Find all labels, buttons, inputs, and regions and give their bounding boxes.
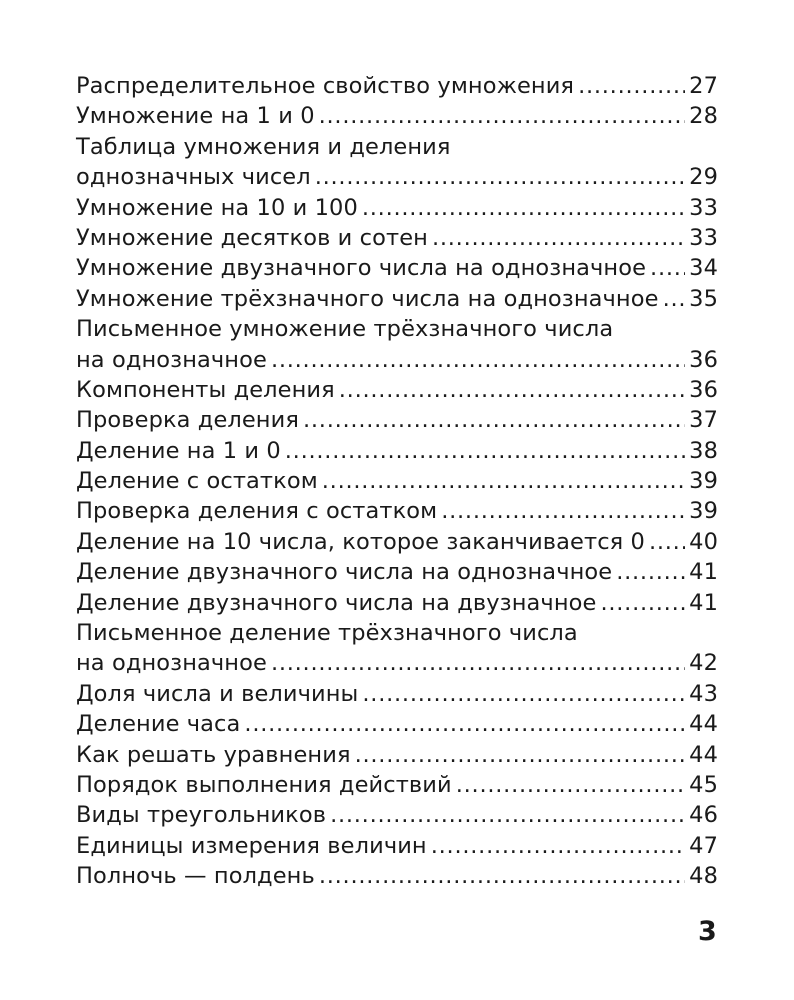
toc-entry-page: 28 — [689, 103, 718, 130]
toc-entry — [76, 831, 718, 861]
dot-leader — [355, 740, 686, 770]
toc-entry-line — [76, 466, 718, 496]
toc-entry-title: на однозначное — [76, 346, 267, 373]
toc-entry-line — [76, 709, 718, 739]
toc-entry — [76, 223, 718, 253]
toc-entry-page: 46 — [689, 802, 718, 829]
dot-leader — [663, 284, 686, 314]
toc-entry-line — [76, 831, 718, 861]
toc-entry-line — [76, 223, 718, 253]
toc-entry — [76, 496, 718, 526]
toc-entry-line — [76, 679, 718, 709]
toc-entry — [76, 193, 718, 223]
toc-entry-page: 42 — [689, 650, 718, 677]
toc-entry-page: 41 — [689, 559, 718, 586]
toc-entry — [76, 284, 718, 314]
toc-entry-line — [76, 71, 718, 101]
dot-leader — [244, 709, 685, 739]
toc-entry-title: Умножение на 10 и 100 — [76, 194, 358, 221]
toc-entry-line — [76, 436, 718, 466]
toc-entry-title: Единицы измерения величин — [76, 832, 427, 859]
dot-leader — [362, 679, 685, 709]
dot-leader — [431, 831, 685, 861]
toc-entry-line — [76, 314, 718, 344]
toc-entry-line — [76, 770, 718, 800]
toc-entry-line — [76, 861, 718, 891]
dot-leader — [339, 375, 685, 405]
toc-entry — [76, 861, 718, 891]
toc-entry-title: Порядок выполнения действий — [76, 771, 452, 798]
toc-entry-page: 44 — [689, 711, 718, 738]
toc-entry-page: 47 — [689, 832, 718, 859]
toc-entry-title: Доля числа и величины — [76, 680, 359, 707]
dot-leader — [330, 800, 685, 830]
toc-entry-page: 37 — [689, 407, 718, 434]
toc-entry-line — [76, 193, 718, 223]
dot-leader — [441, 496, 685, 526]
toc-entry-page: 40 — [689, 528, 718, 555]
toc-entry-page: 43 — [689, 680, 718, 707]
toc-entry-title: Виды треугольников — [76, 802, 327, 829]
toc-entry-line — [76, 162, 718, 192]
toc-entry — [76, 314, 718, 375]
toc-entry-title: Полночь — полдень — [76, 863, 315, 890]
dot-leader — [578, 71, 685, 101]
toc-entry — [76, 101, 718, 131]
dot-leader — [600, 588, 685, 618]
toc-entry-title: Как решать уравнения — [76, 741, 351, 768]
toc-entry-line — [76, 345, 718, 375]
toc-entry-title: Деление на 1 и 0 — [76, 437, 281, 464]
toc-entry-line — [76, 588, 718, 618]
toc-entry-line — [76, 618, 718, 648]
toc-entry — [76, 679, 718, 709]
toc-entry — [76, 436, 718, 466]
toc-entry-line — [76, 496, 718, 526]
toc-entry-line — [76, 405, 718, 435]
toc-entry-title: Умножение двузначного числа на однозначное — [76, 255, 647, 282]
toc-entry-page: 35 — [689, 285, 718, 312]
toc-entry-title: Умножение на 1 и 0 — [76, 103, 315, 130]
dot-leader — [362, 193, 685, 223]
toc-entry-title: Таблица умножения и деления — [76, 133, 451, 160]
toc-entry-page: 38 — [689, 437, 718, 464]
dot-leader — [649, 527, 685, 557]
toc-entry-title: Деление двузначного числа на двузначное — [76, 589, 597, 616]
toc-entry-page: 39 — [689, 498, 718, 525]
toc-entry — [76, 740, 718, 770]
toc-entry — [76, 375, 718, 405]
toc-entry — [76, 253, 718, 283]
toc-entry-line — [76, 284, 718, 314]
toc-entry — [76, 557, 718, 587]
toc-entry-page: 36 — [689, 376, 718, 403]
toc-entry-page: 33 — [689, 194, 718, 221]
table-of-contents — [76, 71, 718, 892]
toc-entry — [76, 709, 718, 739]
dot-leader — [319, 861, 685, 891]
toc-entry-page: 34 — [689, 255, 718, 282]
toc-entry-line — [76, 527, 718, 557]
toc-entry-title: Письменное деление трёхзначного числа — [76, 620, 578, 647]
toc-entry-title: Проверка деления с остатком — [76, 498, 438, 525]
dot-leader — [650, 253, 685, 283]
dot-leader — [432, 223, 685, 253]
toc-entry-page: 27 — [689, 73, 718, 99]
toc-entry — [76, 527, 718, 557]
toc-entry-title: Деление с остатком — [76, 468, 318, 495]
toc-entry — [76, 71, 718, 101]
toc-entry — [76, 770, 718, 800]
toc-entry-title: однозначных чисел — [76, 164, 311, 191]
toc-entry-page: 33 — [689, 224, 718, 251]
toc-entry — [76, 800, 718, 830]
toc-entry-title: Проверка деления — [76, 407, 299, 434]
dot-leader — [322, 466, 685, 496]
toc-entry — [76, 618, 718, 679]
dot-leader — [319, 101, 686, 131]
toc-entry-title: Компоненты деления — [76, 376, 335, 403]
toc-entry-page: 29 — [689, 164, 718, 191]
toc-entry-page: 44 — [689, 741, 718, 768]
toc-entry-title: Деление часа — [76, 711, 241, 738]
dot-leader — [271, 648, 685, 678]
toc-entry-line — [76, 740, 718, 770]
toc-entry-line — [76, 648, 718, 678]
toc-entry-title: Письменное умножение трёхзначного числа — [76, 316, 614, 343]
dot-leader — [285, 436, 685, 466]
dot-leader — [271, 345, 685, 375]
toc-entry — [76, 466, 718, 496]
page-number: 3 — [698, 916, 717, 947]
toc-entry-title: Умножение трёхзначного числа на однозначное — [76, 285, 659, 312]
toc-entry — [76, 405, 718, 435]
toc-entry-title: Деление на 10 числа, которое заканчивается 0 — [76, 528, 645, 555]
toc-entry — [76, 132, 718, 193]
toc-entry-title: на однозначное — [76, 650, 267, 677]
dot-leader — [315, 162, 685, 192]
toc-entry-page: 48 — [689, 863, 718, 890]
toc-entry-line — [76, 375, 718, 405]
toc-entry — [76, 588, 718, 618]
dot-leader — [456, 770, 685, 800]
toc-entry-line — [76, 101, 718, 131]
toc-entry-line — [76, 253, 718, 283]
toc-entry-title: Умножение десятков и сотен — [76, 224, 428, 251]
toc-entry-line — [76, 132, 718, 162]
toc-entry-page: 41 — [689, 589, 718, 616]
toc-entry-title: Деление двузначного числа на однозначное — [76, 559, 613, 586]
dot-leader — [303, 405, 685, 435]
toc-entry-page: 36 — [689, 346, 718, 373]
dot-leader — [616, 557, 685, 587]
toc-entry-page: 45 — [689, 771, 718, 798]
toc-entry-line — [76, 800, 718, 830]
toc-entry-title: Распределительное свойство умножения — [76, 73, 575, 99]
toc-entry-page: 39 — [689, 468, 718, 495]
toc-entry-line — [76, 557, 718, 587]
